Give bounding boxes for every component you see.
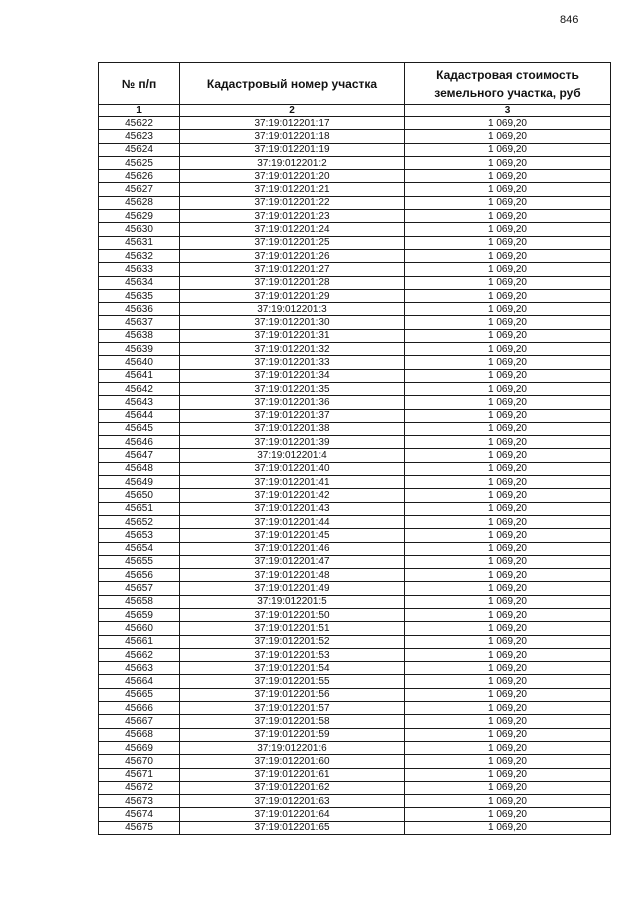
table-row xyxy=(99,343,611,356)
table-row xyxy=(99,170,611,183)
cadastral-value-cell: 1 069,20 xyxy=(405,489,611,502)
column-number-row xyxy=(99,105,611,117)
row-number-cell: 45642 xyxy=(99,382,180,395)
table-row xyxy=(99,143,611,156)
cadastral-number-cell: 37:19:012201:52 xyxy=(180,635,405,648)
cadastral-number-cell: 37:19:012201:53 xyxy=(180,648,405,661)
row-number-cell: 45652 xyxy=(99,515,180,528)
cadastral-number-cell: 37:19:012201:39 xyxy=(180,436,405,449)
cadastral-number-cell: 37:19:012201:44 xyxy=(180,515,405,528)
cadastral-number-cell: 37:19:012201:4 xyxy=(180,449,405,462)
row-number-cell: 45669 xyxy=(99,741,180,754)
cadastral-number-cell: 37:19:012201:38 xyxy=(180,422,405,435)
cadastral-value-cell: 1 069,20 xyxy=(405,502,611,515)
table-row xyxy=(99,542,611,555)
cadastral-number-cell: 37:19:012201:18 xyxy=(180,130,405,143)
row-number-cell: 45630 xyxy=(99,223,180,236)
table-row xyxy=(99,502,611,515)
row-number-cell: 45665 xyxy=(99,688,180,701)
table-row xyxy=(99,303,611,316)
cadastral-value-cell: 1 069,20 xyxy=(405,276,611,289)
header-row-number: № п/п xyxy=(99,63,180,105)
cadastral-value-cell: 1 069,20 xyxy=(405,595,611,608)
cadastral-number-cell: 37:19:012201:59 xyxy=(180,728,405,741)
table-row xyxy=(99,781,611,794)
cadastral-number-cell: 37:19:012201:51 xyxy=(180,622,405,635)
row-number-cell: 45627 xyxy=(99,183,180,196)
cadastral-value-cell: 1 069,20 xyxy=(405,608,611,621)
cadastral-value-cell: 1 069,20 xyxy=(405,795,611,808)
table-row xyxy=(99,595,611,608)
table-row xyxy=(99,236,611,249)
table-row xyxy=(99,768,611,781)
cadastral-number-cell: 37:19:012201:33 xyxy=(180,356,405,369)
cadastral-value-cell: 1 069,20 xyxy=(405,648,611,661)
row-number-cell: 45661 xyxy=(99,635,180,648)
cadastral-number-cell: 37:19:012201:22 xyxy=(180,196,405,209)
cadastral-number-cell: 37:19:012201:2 xyxy=(180,156,405,169)
table-row xyxy=(99,821,611,834)
table-row xyxy=(99,130,611,143)
cadastral-value-cell: 1 069,20 xyxy=(405,356,611,369)
header-cadastral-number: Кадастровый номер участка xyxy=(180,63,405,105)
table-row xyxy=(99,808,611,821)
cadastral-value-cell: 1 069,20 xyxy=(405,675,611,688)
cadastral-value-cell: 1 069,20 xyxy=(405,715,611,728)
cadastral-number-cell: 37:19:012201:30 xyxy=(180,316,405,329)
cadastral-number-cell: 37:19:012201:48 xyxy=(180,569,405,582)
table-row xyxy=(99,582,611,595)
table-row xyxy=(99,741,611,754)
cadastral-number-cell: 37:19:012201:55 xyxy=(180,675,405,688)
cadastral-value-cell: 1 069,20 xyxy=(405,741,611,754)
cadastral-number-cell: 37:19:012201:35 xyxy=(180,382,405,395)
row-number-cell: 45631 xyxy=(99,236,180,249)
table-row xyxy=(99,223,611,236)
cadastral-number-cell: 37:19:012201:43 xyxy=(180,502,405,515)
cadastral-number-cell: 37:19:012201:20 xyxy=(180,170,405,183)
table-row xyxy=(99,569,611,582)
column-number-1: 1 xyxy=(99,105,180,117)
cadastral-value-table xyxy=(98,62,611,835)
cadastral-value-cell: 1 069,20 xyxy=(405,263,611,276)
row-number-cell: 45648 xyxy=(99,462,180,475)
row-number-cell: 45643 xyxy=(99,396,180,409)
table-row xyxy=(99,675,611,688)
row-number-cell: 45645 xyxy=(99,422,180,435)
row-number-cell: 45655 xyxy=(99,555,180,568)
row-number-cell: 45646 xyxy=(99,436,180,449)
table-row xyxy=(99,196,611,209)
row-number-cell: 45659 xyxy=(99,608,180,621)
row-number-cell: 45651 xyxy=(99,502,180,515)
cadastral-number-cell: 37:19:012201:23 xyxy=(180,210,405,223)
row-number-cell: 45636 xyxy=(99,303,180,316)
cadastral-number-cell: 37:19:012201:5 xyxy=(180,595,405,608)
row-number-cell: 45633 xyxy=(99,263,180,276)
row-number-cell: 45671 xyxy=(99,768,180,781)
cadastral-number-cell: 37:19:012201:27 xyxy=(180,263,405,276)
table-row xyxy=(99,249,611,262)
table-row xyxy=(99,489,611,502)
cadastral-value-cell: 1 069,20 xyxy=(405,183,611,196)
cadastral-value-cell: 1 069,20 xyxy=(405,196,611,209)
row-number-cell: 45653 xyxy=(99,529,180,542)
cadastral-number-cell: 37:19:012201:36 xyxy=(180,396,405,409)
row-number-cell: 45639 xyxy=(99,343,180,356)
row-number-cell: 45656 xyxy=(99,569,180,582)
cadastral-number-cell: 37:19:012201:57 xyxy=(180,702,405,715)
table-row xyxy=(99,396,611,409)
cadastral-value-cell: 1 069,20 xyxy=(405,223,611,236)
cadastral-value-cell: 1 069,20 xyxy=(405,555,611,568)
table-body xyxy=(99,117,611,835)
cadastral-value-cell: 1 069,20 xyxy=(405,635,611,648)
table-row xyxy=(99,356,611,369)
table-row xyxy=(99,263,611,276)
cadastral-value-cell: 1 069,20 xyxy=(405,170,611,183)
cadastral-number-cell: 37:19:012201:19 xyxy=(180,143,405,156)
cadastral-value-cell: 1 069,20 xyxy=(405,329,611,342)
cadastral-value-cell: 1 069,20 xyxy=(405,569,611,582)
row-number-cell: 45667 xyxy=(99,715,180,728)
cadastral-number-cell: 37:19:012201:62 xyxy=(180,781,405,794)
cadastral-value-cell: 1 069,20 xyxy=(405,409,611,422)
cadastral-value-cell: 1 069,20 xyxy=(405,382,611,395)
cadastral-number-cell: 37:19:012201:65 xyxy=(180,821,405,834)
cadastral-value-cell: 1 069,20 xyxy=(405,210,611,223)
table-row xyxy=(99,210,611,223)
cadastral-value-cell: 1 069,20 xyxy=(405,236,611,249)
cadastral-value-cell: 1 069,20 xyxy=(405,396,611,409)
table-row xyxy=(99,648,611,661)
table-row xyxy=(99,436,611,449)
cadastral-number-cell: 37:19:012201:50 xyxy=(180,608,405,621)
row-number-cell: 45666 xyxy=(99,702,180,715)
cadastral-value-cell: 1 069,20 xyxy=(405,117,611,130)
cadastral-value-cell: 1 069,20 xyxy=(405,249,611,262)
cadastral-number-cell: 37:19:012201:31 xyxy=(180,329,405,342)
cadastral-value-cell: 1 069,20 xyxy=(405,662,611,675)
cadastral-number-cell: 37:19:012201:29 xyxy=(180,289,405,302)
table-row xyxy=(99,329,611,342)
row-number-cell: 45654 xyxy=(99,542,180,555)
table-row xyxy=(99,409,611,422)
table-row xyxy=(99,702,611,715)
cadastral-value-cell: 1 069,20 xyxy=(405,542,611,555)
cadastral-value-cell: 1 069,20 xyxy=(405,821,611,834)
cadastral-number-cell: 37:19:012201:54 xyxy=(180,662,405,675)
page-number: 846 xyxy=(560,14,579,26)
row-number-cell: 45662 xyxy=(99,648,180,661)
row-number-cell: 45672 xyxy=(99,781,180,794)
row-number-cell: 45637 xyxy=(99,316,180,329)
row-number-cell: 45663 xyxy=(99,662,180,675)
table-row xyxy=(99,462,611,475)
cadastral-number-cell: 37:19:012201:34 xyxy=(180,369,405,382)
cadastral-number-cell: 37:19:012201:45 xyxy=(180,529,405,542)
column-number-2: 2 xyxy=(180,105,405,117)
cadastral-number-cell: 37:19:012201:17 xyxy=(180,117,405,130)
cadastral-value-cell: 1 069,20 xyxy=(405,688,611,701)
row-number-cell: 45658 xyxy=(99,595,180,608)
row-number-cell: 45629 xyxy=(99,210,180,223)
cadastral-value-cell: 1 069,20 xyxy=(405,130,611,143)
row-number-cell: 45635 xyxy=(99,289,180,302)
table-row xyxy=(99,529,611,542)
table-row xyxy=(99,608,611,621)
cadastral-value-cell: 1 069,20 xyxy=(405,768,611,781)
table-row xyxy=(99,622,611,635)
table-row xyxy=(99,369,611,382)
cadastral-number-cell: 37:19:012201:60 xyxy=(180,755,405,768)
cadastral-number-cell: 37:19:012201:3 xyxy=(180,303,405,316)
cadastral-value-cell: 1 069,20 xyxy=(405,622,611,635)
cadastral-value-cell: 1 069,20 xyxy=(405,702,611,715)
table-row xyxy=(99,156,611,169)
row-number-cell: 45644 xyxy=(99,409,180,422)
cadastral-value-cell: 1 069,20 xyxy=(405,422,611,435)
table-row xyxy=(99,476,611,489)
table-row xyxy=(99,183,611,196)
cadastral-number-cell: 37:19:012201:28 xyxy=(180,276,405,289)
cadastral-value-cell: 1 069,20 xyxy=(405,436,611,449)
row-number-cell: 45660 xyxy=(99,622,180,635)
table-row xyxy=(99,316,611,329)
row-number-cell: 45624 xyxy=(99,143,180,156)
row-number-cell: 45641 xyxy=(99,369,180,382)
table-row xyxy=(99,715,611,728)
row-number-cell: 45628 xyxy=(99,196,180,209)
table-header-row xyxy=(99,63,611,105)
cadastral-number-cell: 37:19:012201:63 xyxy=(180,795,405,808)
row-number-cell: 45675 xyxy=(99,821,180,834)
cadastral-value-cell: 1 069,20 xyxy=(405,316,611,329)
table-row xyxy=(99,755,611,768)
row-number-cell: 45673 xyxy=(99,795,180,808)
table-row xyxy=(99,555,611,568)
row-number-cell: 45664 xyxy=(99,675,180,688)
cadastral-number-cell: 37:19:012201:47 xyxy=(180,555,405,568)
cadastral-value-cell: 1 069,20 xyxy=(405,808,611,821)
row-number-cell: 45623 xyxy=(99,130,180,143)
cadastral-value-cell: 1 069,20 xyxy=(405,156,611,169)
row-number-cell: 45647 xyxy=(99,449,180,462)
row-number-cell: 45626 xyxy=(99,170,180,183)
cadastral-value-cell: 1 069,20 xyxy=(405,143,611,156)
cadastral-number-cell: 37:19:012201:56 xyxy=(180,688,405,701)
table-row xyxy=(99,515,611,528)
cadastral-value-cell: 1 069,20 xyxy=(405,449,611,462)
row-number-cell: 45657 xyxy=(99,582,180,595)
column-number-3: 3 xyxy=(405,105,611,117)
table-row xyxy=(99,422,611,435)
table-row xyxy=(99,117,611,130)
cadastral-number-cell: 37:19:012201:64 xyxy=(180,808,405,821)
cadastral-number-cell: 37:19:012201:26 xyxy=(180,249,405,262)
row-number-cell: 45634 xyxy=(99,276,180,289)
row-number-cell: 45670 xyxy=(99,755,180,768)
row-number-cell: 45674 xyxy=(99,808,180,821)
cadastral-value-cell: 1 069,20 xyxy=(405,343,611,356)
cadastral-value-cell: 1 069,20 xyxy=(405,515,611,528)
cadastral-number-cell: 37:19:012201:41 xyxy=(180,476,405,489)
cadastral-value-cell: 1 069,20 xyxy=(405,755,611,768)
cadastral-number-cell: 37:19:012201:32 xyxy=(180,343,405,356)
cadastral-number-cell: 37:19:012201:21 xyxy=(180,183,405,196)
cadastral-number-cell: 37:19:012201:46 xyxy=(180,542,405,555)
table-row xyxy=(99,382,611,395)
cadastral-number-cell: 37:19:012201:37 xyxy=(180,409,405,422)
table-row xyxy=(99,289,611,302)
cadastral-value-cell: 1 069,20 xyxy=(405,303,611,316)
cadastral-value-cell: 1 069,20 xyxy=(405,582,611,595)
cadastral-number-cell: 37:19:012201:42 xyxy=(180,489,405,502)
row-number-cell: 45649 xyxy=(99,476,180,489)
table-row xyxy=(99,662,611,675)
cadastral-value-cell: 1 069,20 xyxy=(405,781,611,794)
cadastral-value-cell: 1 069,20 xyxy=(405,462,611,475)
cadastral-number-cell: 37:19:012201:61 xyxy=(180,768,405,781)
cadastral-value-cell: 1 069,20 xyxy=(405,289,611,302)
table-row xyxy=(99,688,611,701)
table-row xyxy=(99,728,611,741)
row-number-cell: 45625 xyxy=(99,156,180,169)
cadastral-number-cell: 37:19:012201:49 xyxy=(180,582,405,595)
cadastral-value-cell: 1 069,20 xyxy=(405,369,611,382)
cadastral-number-cell: 37:19:012201:6 xyxy=(180,741,405,754)
cadastral-number-cell: 37:19:012201:25 xyxy=(180,236,405,249)
row-number-cell: 45622 xyxy=(99,117,180,130)
row-number-cell: 45632 xyxy=(99,249,180,262)
row-number-cell: 45668 xyxy=(99,728,180,741)
header-cadastral-value: Кадастровая стоимость земельного участка, руб xyxy=(405,63,611,105)
cadastral-number-cell: 37:19:012201:58 xyxy=(180,715,405,728)
row-number-cell: 45650 xyxy=(99,489,180,502)
table-row xyxy=(99,795,611,808)
cadastral-value-cell: 1 069,20 xyxy=(405,529,611,542)
cadastral-number-cell: 37:19:012201:40 xyxy=(180,462,405,475)
table-row xyxy=(99,276,611,289)
table-row xyxy=(99,449,611,462)
cadastral-value-cell: 1 069,20 xyxy=(405,728,611,741)
cadastral-number-cell: 37:19:012201:24 xyxy=(180,223,405,236)
cadastral-value-cell: 1 069,20 xyxy=(405,476,611,489)
table-row xyxy=(99,635,611,648)
row-number-cell: 45640 xyxy=(99,356,180,369)
row-number-cell: 45638 xyxy=(99,329,180,342)
